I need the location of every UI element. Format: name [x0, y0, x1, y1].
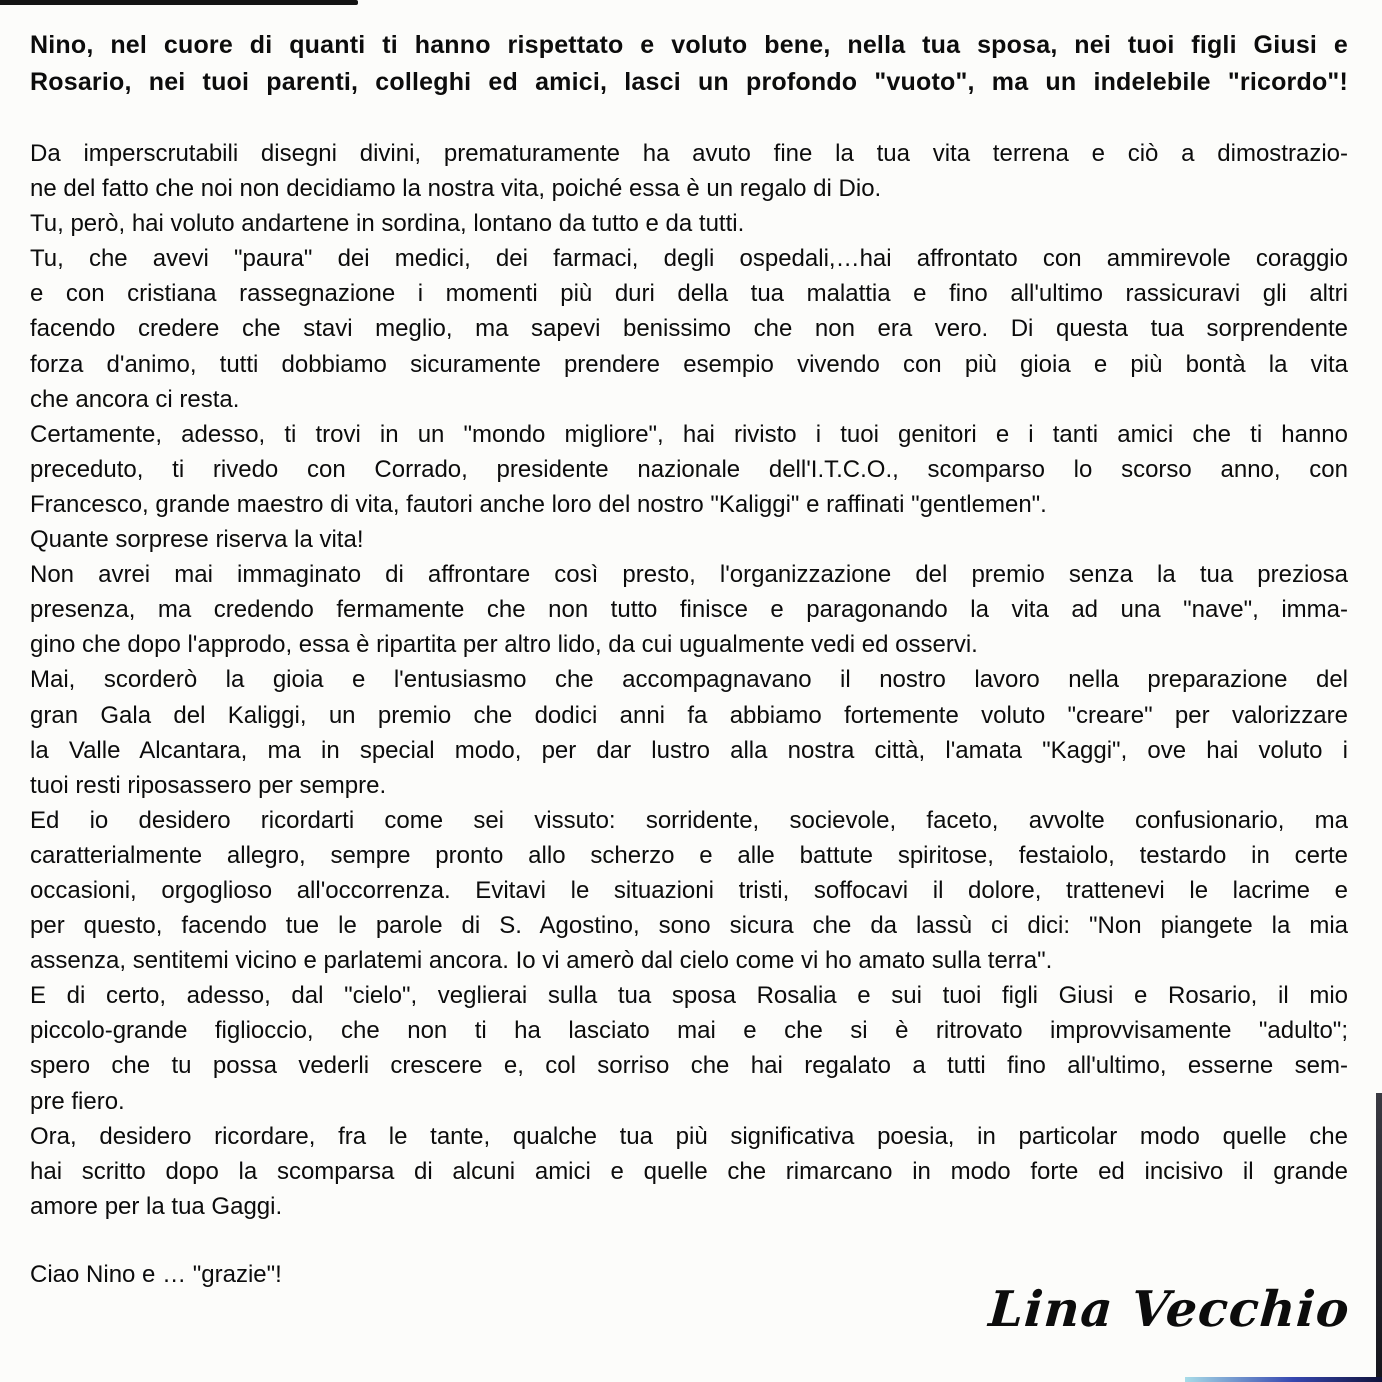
- text-line: Quante sorprese riserva la vita!: [30, 526, 364, 554]
- paragraph: [30, 662, 1348, 802]
- text-line: Ora, desidero ricordare, fra le tante, qualche tua più significativa poesia, in particolar modo quelle che: [30, 1122, 1348, 1150]
- text-line: Nino, nel cuore di quanti ti hanno rispettato e voluto bene, nella tua sposa, nei tuoi figli Giusi e: [30, 31, 1348, 59]
- paragraph: [30, 978, 1348, 1118]
- text-line: Non avrei mai immaginato di affrontare così presto, l'organizzazione del premio senza la tua preziosa: [30, 561, 1348, 589]
- paragraph: [30, 803, 1348, 978]
- paragraph: [30, 136, 1348, 206]
- text-line: occasioni, orgoglioso all'occorrenza. Evitavi le situazioni tristi, soffocavi il dolore, trattenevi le lacrime e: [30, 876, 1348, 904]
- text-line: presenza, ma credendo fermamente che non tutto finisce e paragonando la vita ad una "nave", imma-: [30, 596, 1348, 624]
- text-line: Rosario, nei tuoi parenti, colleghi ed amici, lasci un profondo "vuoto", ma un indelebile "ricordo"!: [30, 68, 1348, 96]
- text-line: E di certo, adesso, dal "cielo", veglierai sulla tua sposa Rosalia e sui tuoi figli Giusi e Rosario, il mio: [30, 982, 1348, 1010]
- text-line: piccolo-grande figlioccio, che non ti ha lasciato mai e che si è ritrovato improvvisamente "adulto";: [30, 1017, 1348, 1045]
- bottom-edge-scan-artifact: [1185, 1377, 1382, 1382]
- text-line: Da imperscrutabili disegni divini, prematuramente ha avuto fine la tua vita terrena e ciò a dimostrazio-: [30, 140, 1348, 167]
- text-line: ne del fatto che noi non decidiamo la nostra vita, poiché essa è un regalo di Dio.: [30, 175, 882, 203]
- text-line: gran Gala del Kaliggi, un premio che dodici anni fa abbiamo fortemente voluto "creare" per valorizzare: [30, 701, 1348, 729]
- top-edge-scan-line: [0, 0, 358, 5]
- text-line: Certamente, adesso, ti trovi in un "mondo migliore", hai rivisto i tuoi genitori e i tanti amici che ti hanno: [30, 420, 1348, 448]
- text-line: forza d'animo, tutti dobbiamo sicuramente prendere esempio vivendo con più gioia e più bontà la vita: [30, 350, 1348, 378]
- text-line: tuoi resti riposassero per sempre.: [30, 771, 387, 799]
- text-line: pre fiero.: [30, 1087, 125, 1115]
- text-line: per questo, facendo tue le parole di S. Agostino, sono sicura che da lassù ci dici: "Non piangete la mia: [30, 912, 1348, 940]
- paragraph: [30, 522, 1348, 557]
- text-line: la Valle Alcantara, ma in special modo, per dar lustro alla nostra città, l'amata "Kaggi", ove hai voluto i: [30, 736, 1348, 764]
- text-line: amore per la tua Gaggi.: [30, 1192, 283, 1220]
- right-edge-scan-artifact: [1376, 1093, 1382, 1382]
- text-line: caratterialmente allegro, sempre pronto allo scherzo e alle battute spiritose, festaiolo, testardo in certe: [30, 841, 1348, 869]
- text-line: spero che tu possa vederli crescere e, col sorriso che hai regalato a tutti fino all'ultimo, esserne sem-: [30, 1052, 1348, 1080]
- paragraph: [30, 557, 1348, 662]
- closing-line: Ciao Nino e … "grazie"!: [30, 1261, 282, 1288]
- text-line: che ancora ci resta.: [30, 385, 240, 413]
- text-line: assenza, sentitemi vicino e parlatemi ancora. Io vi amerò dal cielo come vi ho amato sulla terra".: [30, 947, 1053, 975]
- text-line: e con cristiana rassegnazione i momenti più duri della tua malattia e fino all'ultimo rassicuravi gli altri: [30, 280, 1348, 308]
- text-line: Ed io desidero ricordarti come sei vissuto: sorridente, socievole, faceto, avvolte confusionario, ma: [30, 806, 1348, 834]
- text-line: hai scritto dopo la scomparsa di alcuni amici e quelle che rimarcano in modo forte ed incisivo il grande: [30, 1157, 1348, 1185]
- text-line: Mai, scorderò la gioia e l'entusiasmo che accompagnavano il nostro lavoro nella preparazione del: [30, 666, 1348, 694]
- body-text: [30, 136, 1348, 1224]
- text-line: Tu, però, hai voluto andartene in sordina, lontano da tutto e da tutti.: [30, 210, 745, 238]
- letter-heading: [30, 27, 1348, 101]
- text-line: Tu, che avevi "paura" dei medici, dei farmaci, degli ospedali,…hai affrontato con ammirevole coraggio: [30, 245, 1348, 273]
- text-line: Francesco, grande maestro di vita, fautori anche loro del nostro "Kaliggi" e raffinati "gentlemen".: [30, 490, 1047, 518]
- paragraph: [30, 241, 1348, 416]
- paragraph: [30, 1119, 1348, 1224]
- signature: Lina Vecchio: [987, 1280, 1353, 1338]
- text-line: gino che dopo l'approdo, essa è ripartita per altro lido, da cui ugualmente vedi ed osservi.: [30, 631, 978, 659]
- text-line: facendo credere che stavi meglio, ma sapevi benissimo che non era vero. Di questa tua sorprendente: [30, 315, 1348, 343]
- text-line: preceduto, ti rivedo con Corrado, presidente nazionale dell'I.T.C.O., scomparso lo scorso anno, con: [30, 455, 1348, 483]
- paragraph: [30, 206, 1348, 241]
- paragraph: [30, 417, 1348, 522]
